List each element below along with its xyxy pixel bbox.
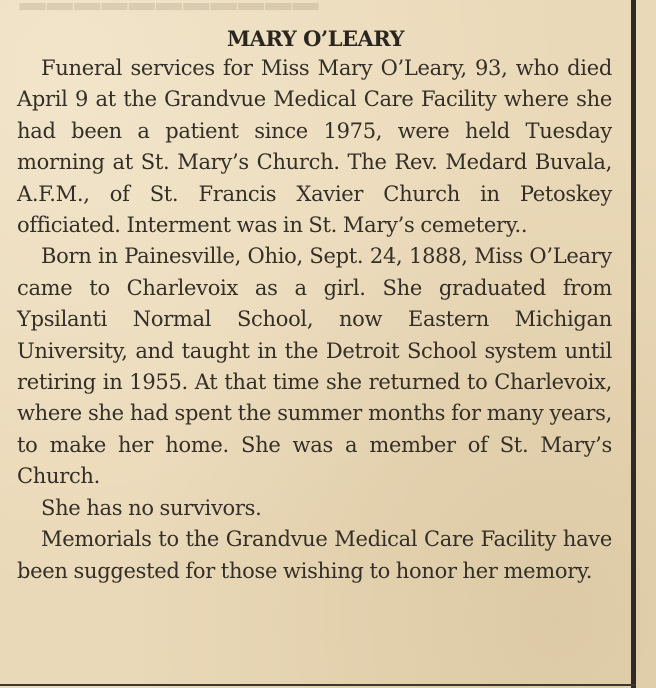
column-rule xyxy=(631,0,636,688)
paragraph-memorials: Memorials to the Grandvue Medical Care Facility have been suggested for those wishing to honor her memory. xyxy=(17,527,612,583)
paragraph-funeral-services: Funeral services for Miss Mary O’Leary, 93, who died April 9 at the Grandvue Medical Care Facility where she had been a patient since 1975, were held Tuesday morning at St. Mary’s Church. The Rev. Medard Buvala, A.F.M., of St. Francis Xavier Church in Petoskey officiated. Interment was in St. Mary’s cemetery.. xyxy=(17,56,612,238)
obituary-article xyxy=(17,26,612,587)
paragraph-biography: Born in Painesville, Ohio, Sept. 24, 1888, Miss O’Leary came to Charlevoix as a girl. She graduated from Ypsilanti Normal School, now Eastern Michigan University, and taught in the Detroit School system until retiring in 1955. At that time she returned to Charlevoix, where she had spent the summer months for many years, to make her home. She was a member of St. Mary’s Church. xyxy=(17,244,612,489)
bottom-rule xyxy=(0,684,636,686)
headline: MARY O’LEARY xyxy=(226,26,405,51)
bleed-through-text: ━━━━━━━━━━━ xyxy=(20,0,321,31)
paragraph-survivors: She has no survivors. xyxy=(41,495,262,520)
